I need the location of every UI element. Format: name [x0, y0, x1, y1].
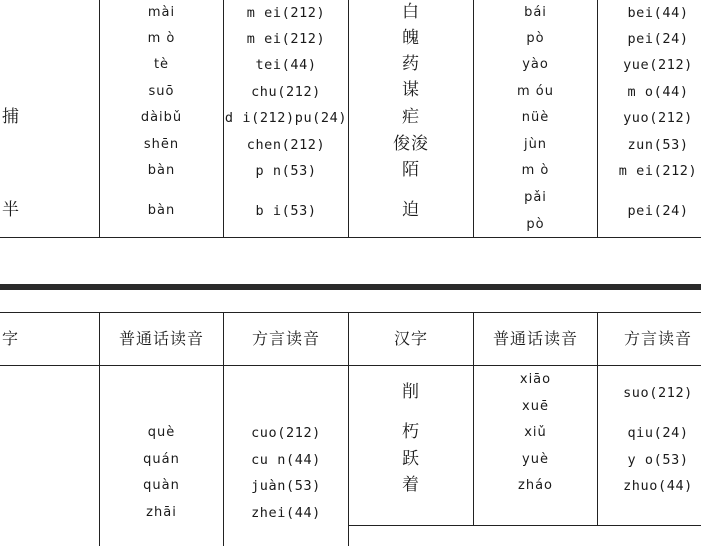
bottom-table-row-border [348, 525, 701, 526]
table-cell: b i(53) [255, 203, 317, 219]
table-cell: zháo [518, 478, 553, 493]
table-cell: dàibǔ [140, 110, 183, 125]
table-cell: jùn [523, 137, 548, 152]
table-cell: pǎi [524, 190, 547, 205]
table-cell: quàn [143, 478, 180, 493]
table-cell: pò [526, 31, 545, 46]
table-cell: bàn [147, 163, 176, 178]
table-cell: d i(212)pu(24) [224, 110, 348, 126]
table-cell: tei(44) [255, 57, 317, 73]
table-cell: nüè [521, 110, 550, 125]
table-cell: suo(212) [623, 385, 693, 401]
table-cell: mài [147, 5, 176, 20]
header-cell-hanzi: 字 [2, 329, 20, 348]
page-separator [0, 284, 701, 290]
table-cell: 白 [402, 2, 420, 22]
table-cell: 半 [2, 200, 20, 220]
header-cell-mandarin: 普通话读音 [118, 329, 204, 348]
table-cell: p n(53) [255, 163, 317, 179]
table-cell: qiu(24) [627, 425, 689, 441]
table-cell: 削 [402, 382, 420, 402]
header-cell-dialect-2: 方言读音 [623, 329, 692, 348]
table-cell: cuo(212) [251, 425, 321, 441]
table-cell: què [147, 425, 176, 440]
header-cell-dialect: 方言读音 [251, 329, 320, 348]
table-cell: quán [143, 452, 180, 467]
table-cell: m ei(212) [618, 163, 698, 179]
header-cell-hanzi-2: 汉字 [393, 329, 428, 348]
table-cell: 朽 [402, 422, 420, 442]
table-cell: y o(53) [627, 452, 689, 468]
table-cell: 捕 [2, 107, 20, 127]
table-cell: xuē [522, 399, 549, 414]
table-cell: bei(44) [627, 5, 689, 21]
table-cell: tè [153, 57, 170, 72]
table-cell: pò [526, 217, 545, 232]
table-cell: pei(24) [627, 203, 689, 219]
table-cell: 陌 [402, 160, 420, 180]
table-cell: m ei(212) [246, 5, 326, 21]
table-cell: yuè [522, 452, 549, 467]
table-cell: 魄 [402, 28, 420, 48]
table-cell: zun(53) [627, 137, 689, 153]
table-cell: m ò [521, 163, 550, 178]
table-cell: shēn [143, 137, 180, 152]
table-cell: 谋 [402, 80, 420, 100]
table-cell: m ei(212) [246, 31, 326, 47]
table-cell: xiāo [519, 372, 552, 387]
table-cell: xiǔ [524, 425, 547, 440]
table-cell: 疟 [402, 107, 420, 127]
table-cell: cu n(44) [251, 452, 321, 468]
table-cell: pei(24) [627, 31, 689, 47]
table-cell: 药 [402, 54, 420, 74]
header-cell-mandarin-2: 普通话读音 [492, 329, 578, 348]
table-cell: bái [524, 5, 547, 20]
table-cell: 迫 [402, 200, 420, 220]
table-cell: yào [522, 57, 549, 72]
top-table-bottom-border [0, 237, 701, 238]
bottom-table-top-border [0, 312, 701, 313]
table-cell: bàn [147, 203, 176, 218]
table-cell: zhei(44) [251, 505, 321, 521]
table-cell: m o(44) [627, 84, 689, 100]
table-cell: 跃 [402, 449, 420, 469]
table-cell: 着 [402, 475, 420, 495]
table-cell: chu(212) [251, 84, 321, 100]
bottom-header-border [0, 365, 701, 366]
table-cell: suō [148, 84, 175, 99]
table-cell: zhuo(44) [623, 478, 693, 494]
table-cell: yue(212) [623, 57, 693, 73]
table-cell: juàn(53) [251, 478, 321, 494]
table-cell: zhāi [146, 505, 177, 520]
table-cell: 俊浚 [393, 134, 429, 154]
table-cell: chen(212) [246, 137, 326, 153]
table-cell: m óu [517, 84, 554, 99]
table-cell: yuo(212) [623, 110, 693, 126]
table-cell: m ò [147, 31, 176, 46]
